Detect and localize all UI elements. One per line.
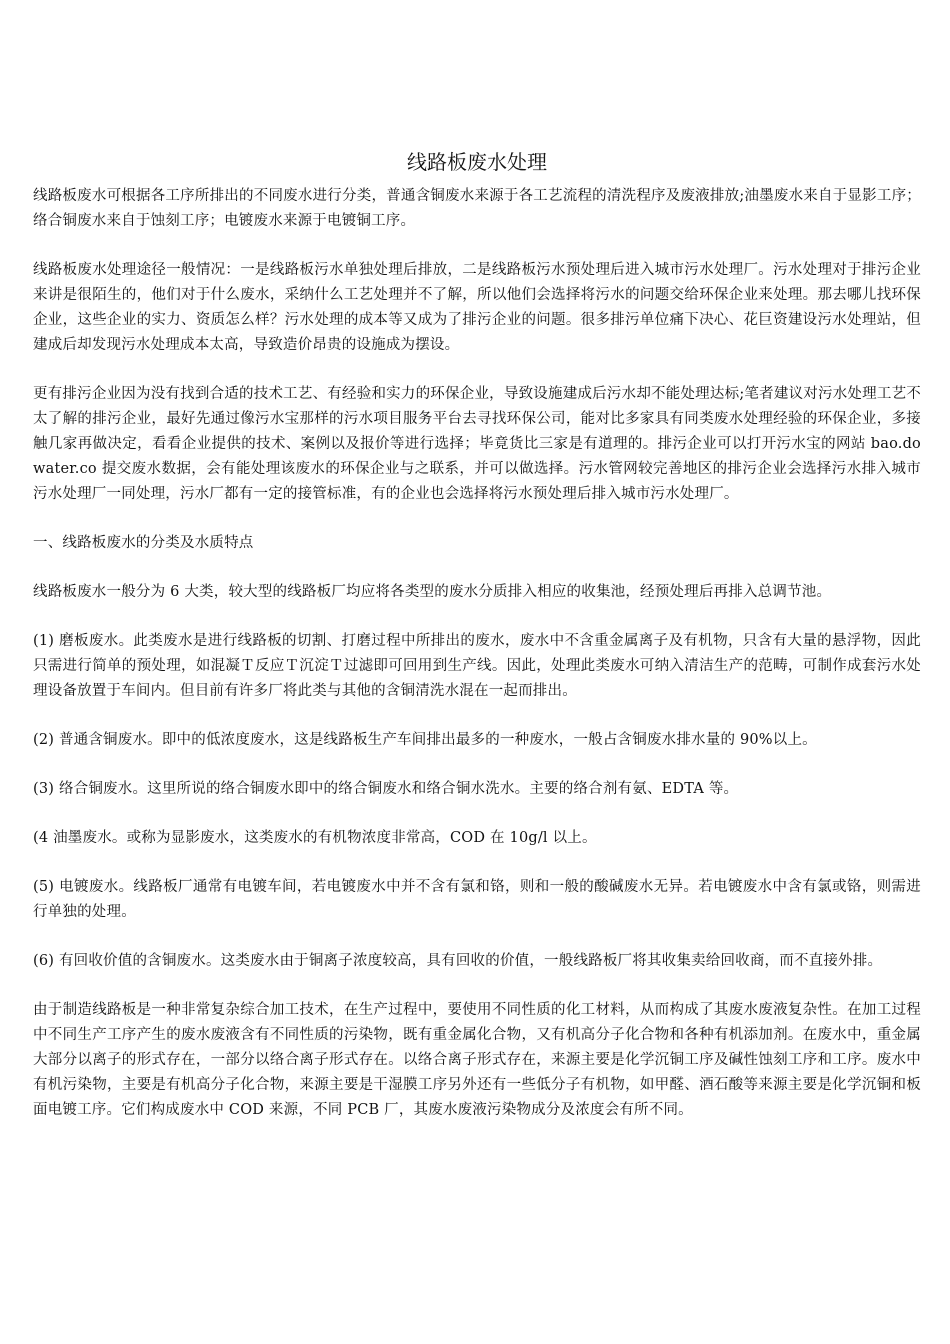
list-item-3: (3) 络合铜废水。这里所说的络合铜废水即中的络合铜废水和络合铜水洗水。主要的络合剂有氨、EDTA 等。 [33, 781, 739, 797]
paragraph-treatment-paths: 线路板废水处理途径一般情况：一是线路板污水单独处理后排放，二是线路板污水预处理后进入城市污水处理厂。污水处理对于排污企业来讲是很陌生的，他们对于什么废水，采纳什么工艺处理并不了解，所以他们会选择将污水的问题交给环保企业来处理。那去哪儿找环保企业，这些企业的实力、资质怎么样？污水处理的成本等又成为了排污企业的问题。很多排污单位痛下决心、花巨资建设污水处理站，但建成后却发现污水处理成本太高，导致造价昂贵的设施成为摆设。 [33, 262, 921, 353]
document-title: 线路板废水处理 [407, 150, 547, 174]
document-page [33, 148, 921, 1147]
list-item-4: (4 油墨废水。或称为显影废水，这类废水的有机物浓度非常高，COD 在 10g/l 以上。 [33, 830, 597, 846]
paragraph-recommendation: 更有排污企业因为没有找到合适的技术工艺、有经验和实力的环保企业，导致设施建成后污水却不能处理达标;笔者建议对污水处理工艺不太了解的排污企业，最好先通过像污水宝那样的污水项目服务平台去寻找环保公司，能对比多家具有同类废水处理经验的环保企业，多接触几家再做决定，看看企业提供的技术、案例以及报价等进行选择；毕竟货比三家是有道理的。排污企业可以打开污水宝的网站 bao.dowater.co 提交废水数据，会有能处理该废水的环保企业与之联系，并可以做选择。污水管网较完善地区的排污企业会选择污水排入城市污水处理厂一同处理，污水厂都有一定的接管标准，有的企业也会选择将污水预处理后排入城市污水处理厂。 [33, 386, 921, 502]
list-item-1: (1) 磨板废水。此类废水是进行线路板的切割、打磨过程中所排出的废水，废水中不含重金属离子及有机物，只含有大量的悬浮物，因此只需进行简单的预处理，如混凝Ｔ反应Ｔ沉淀Ｔ过滤即可回用到生产线。因此，处理此类废水可纳入清洁生产的范畴，可制作成套污水处理设备放置于车间内。但目前有许多厂将此类与其他的含铜清洗水混在一起而排出。 [33, 633, 921, 699]
paragraph-categories: 线路板废水一般分为 6 大类，较大型的线路板厂均应将各类型的废水分质排入相应的收集池，经预处理后再排入总调节池。 [33, 584, 832, 600]
section-heading: 一、线路板废水的分类及水质特点 [33, 535, 254, 551]
paragraph-conclusion: 由于制造线路板是一种非常复杂综合加工技术，在生产过程中，要使用不同性质的化工材料，从而构成了其废水废液复杂性。在加工过程中不同生产工序产生的废水废液含有不同性质的污染物，既有重金属化合物，又有机高分子化合物和各种有机添加剂。在废水中，重金属大部分以离子的形式存在，一部分以络合离子形式存在。以络合离子形式存在，来源主要是化学沉铜工序及碱性蚀刻工序和工序。废水中有机污染物，主要是有机高分子化合物，来源主要是干湿膜工序另外还有一些低分子有机物，如甲醛、酒石酸等来源主要是化学沉铜和板面电镀工序。它们构成废水中 COD 来源，不同 PCB 厂，其废水废液污染物成分及浓度会有所不同。 [33, 1002, 921, 1118]
list-item-5: (5) 电镀废水。线路板厂通常有电镀车间，若电镀废水中并不含有氯和铬，则和一般的酸碱废水无异。若电镀废水中含有氯或铬，则需进行单独的处理。 [33, 879, 921, 920]
list-item-6: (6) 有回收价值的含铜废水。这类废水由于铜离子浓度较高，具有回收的价值，一般线路板厂将其收集卖给回收商，而不直接外排。 [33, 953, 883, 969]
paragraph-intro: 线路板废水可根据各工序所排出的不同废水进行分类，普通含铜废水来源于各工艺流程的清洗程序及废液排放;油墨废水来自于显影工序；络合铜废水来自于蚀刻工序；电镀废水来源于电镀铜工序。 [33, 188, 921, 229]
list-item-2: (2) 普通含铜废水。即中的低浓度废水，这是线路板生产车间排出最多的一种废水，一般占含铜废水排水量的 90%以上。 [33, 732, 817, 748]
